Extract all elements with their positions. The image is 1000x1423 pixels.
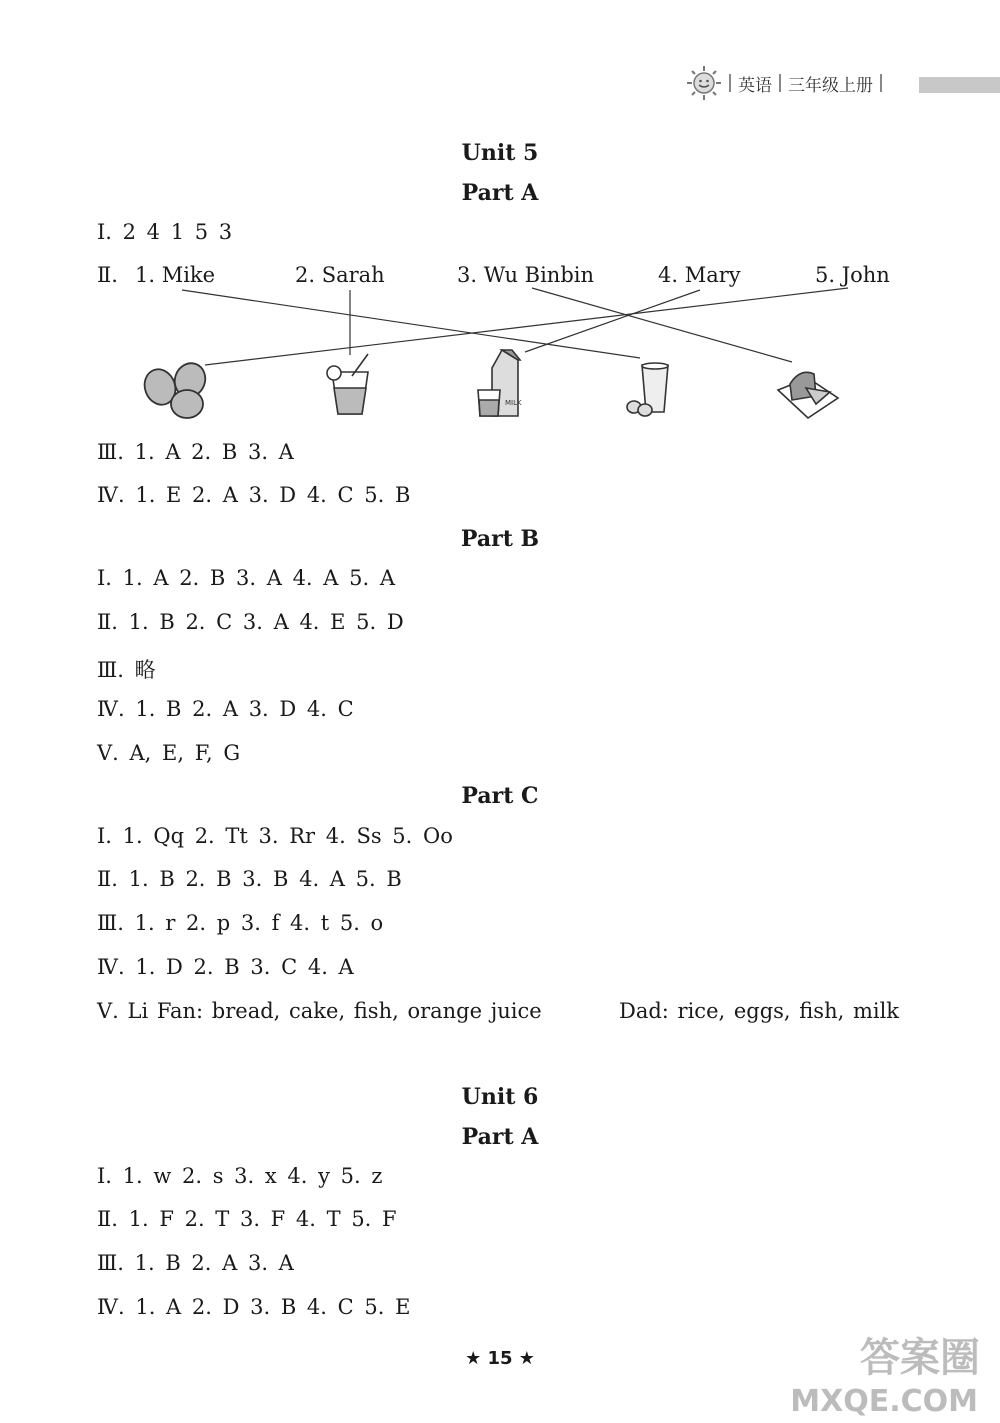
unit5-partC-title: Part C: [461, 783, 539, 809]
header-divider: [880, 74, 882, 92]
answer-line-dad: Dad: rice, eggs, fish, milk: [619, 999, 900, 1023]
header-subject: 英语: [738, 75, 772, 96]
answer-line: Ⅴ. A, E, F, G: [97, 741, 241, 765]
match-name: 1. Mike: [135, 263, 216, 287]
answer-line: Ⅱ. 1. B 2. B 3. B 4. A 5. B: [97, 867, 402, 891]
answer-line: Ⅲ. 1. B 2. A 3. A: [97, 1251, 294, 1275]
answer-line: Ⅰ. 1. Qq 2. Tt 3. Rr 4. Ss 5. Oo: [97, 824, 453, 848]
header-divider: [729, 74, 731, 92]
header-grade: 三年级上册: [788, 75, 873, 96]
match-name: 5. John: [815, 263, 890, 287]
page-header: [686, 64, 889, 102]
answer-line: Ⅰ. 1. A 2. B 3. A 4. A 5. A: [97, 566, 395, 590]
juice-glass-icon: [327, 354, 368, 414]
svg-text:MILK: MILK: [505, 399, 522, 407]
matching-diagram: [0, 280, 1000, 425]
match-name: 3. Wu Binbin: [457, 263, 595, 287]
answer-line: Ⅰ. 1. w 2. s 3. x 4. y 5. z: [97, 1164, 383, 1188]
header-strip: [919, 77, 1000, 93]
match-line: [182, 290, 640, 358]
watermark-logo: 答案圈: [860, 1335, 980, 1381]
unit5-partB-title: Part B: [460, 526, 540, 552]
unit5-partA-title: Part A: [461, 180, 539, 206]
answer-line: Ⅲ. 略: [97, 658, 156, 682]
watermark-url: MXQE.COM: [790, 1384, 978, 1419]
answer-line: Ⅰ. 2 4 1 5 3: [97, 220, 233, 244]
milk-carton-icon: [478, 350, 522, 416]
match-name: 4. Mary: [658, 263, 741, 287]
answer-line: Ⅱ. 1. F 2. T 3. F 4. T 5. F: [97, 1207, 397, 1231]
answer-line: Ⅲ. 1. A 2. B 3. A: [97, 440, 294, 464]
eggs-icon: [140, 359, 210, 418]
milk-glass-eggs-icon: [627, 363, 668, 416]
match-line: [205, 288, 848, 365]
answer-line: Ⅳ. 1. B 2. A 3. D 4. C: [97, 697, 354, 721]
answer-line: Ⅳ. 1. E 2. A 3. D 4. C 5. B: [97, 483, 411, 507]
header-divider: [779, 74, 781, 92]
bread-icon: [778, 372, 838, 418]
match-name: 2. Sarah: [295, 263, 385, 287]
answer-line: Ⅳ. 1. A 2. D 3. B 4. C 5. E: [97, 1295, 411, 1319]
unit6-partA-title: Part A: [461, 1124, 539, 1150]
answer-line: Ⅲ. 1. r 2. p 3. f 4. t 5. o: [97, 911, 384, 935]
match-line: [525, 290, 700, 352]
page-number: ★ 15 ★: [465, 1348, 535, 1369]
unit6-title: Unit 6: [461, 1084, 539, 1110]
answer-line: Ⅴ. Li Fan: bread, cake, fish, orange juice: [97, 999, 542, 1023]
unit5-title: Unit 5: [461, 140, 539, 166]
q2-label: Ⅱ.: [97, 263, 118, 287]
answer-line: Ⅱ. 1. B 2. C 3. A 4. E 5. D: [97, 610, 404, 634]
sun-mascot-icon: [686, 65, 722, 101]
answer-line: Ⅳ. 1. D 2. B 3. C 4. A: [97, 955, 354, 979]
